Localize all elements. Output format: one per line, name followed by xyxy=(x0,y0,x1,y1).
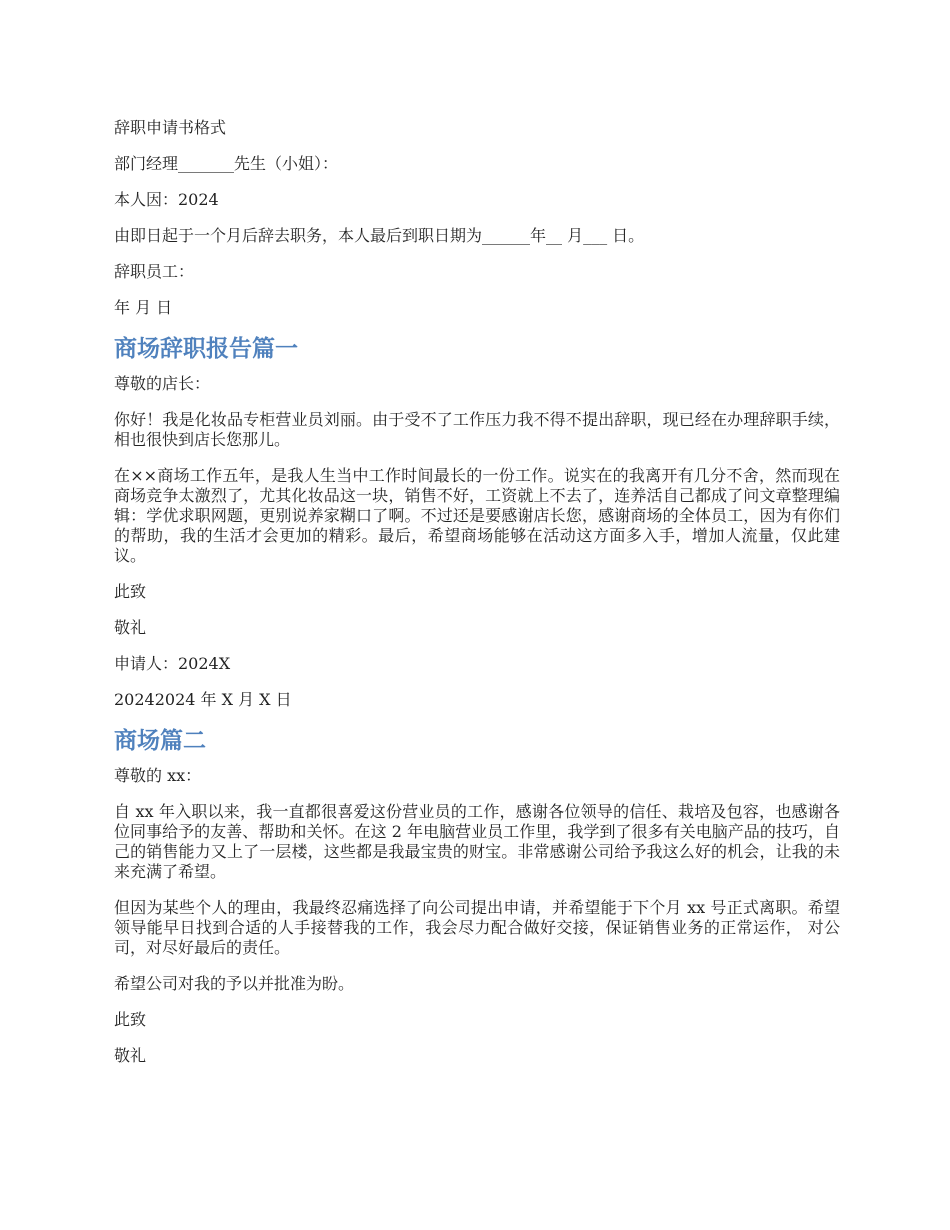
section2-heading: 商场篇二 xyxy=(114,728,206,754)
section2-paragraph-1: 自 xx 年入职以来，我一直都很喜爱这份营业员的工作，感谢各位领导的信任、栽培及包容，也感谢各位同事给予的友善、帮助和关怀。在这 2 年电脑营业员工作里，我学到了很多有关电脑产品的技巧，自己的销售能力又上了一层楼，这些都是我最宝贵的财宝。非常感谢公司给予我这么好的机会，让我的未来充满了希望。 xyxy=(114,802,840,881)
section2-salutation: 尊敬的 xx： xyxy=(114,766,202,785)
section2-closing-2: 敬礼 xyxy=(114,1046,147,1065)
section1-paragraph-1: 你好！我是化妆品专柜营业员刘丽。由于受不了工作压力我不得不提出辞职，现已经在办理辞职手续，相也很快到店长您那儿。 xyxy=(114,410,840,449)
section1-applicant: 申请人：2024X xyxy=(114,654,231,673)
section2-paragraph-2: 但因为某些个人的理由，我最终忍痛选择了向公司提出申请，并希望能于下个月 xx 号正式离职。希望领导能早日找到合适的人手接替我的工作，我会尽力配合做好交接，保证销售业务的正常运作， 对公司，对尽好最后的责任。 xyxy=(114,898,840,957)
section1-closing-2: 敬礼 xyxy=(114,618,147,637)
section1-paragraph-2: 在××商场工作五年，是我人生当中工作时间最长的一份工作。说实在的我离开有几分不舍，然而现在商场竞争太激烈了，尤其化妆品这一块，销售不好，工资就上不去了，连养活自己都成了问文章整理编辑：学优求职网题，更别说养家糊口了啊。不过还是要感谢店长您，感谢商场的全体员工，因为有你们的帮助，我的生活才会更加的精彩。最后，希望商场能够在活动这方面多入手，增加人流量，仅此建议。 xyxy=(114,466,840,565)
document-page xyxy=(114,118,840,1082)
document-title: 辞职申请书格式 xyxy=(114,118,227,137)
intro-date: 年 月 日 xyxy=(114,298,173,317)
section1-closing-1: 此致 xyxy=(114,582,147,601)
intro-employee: 辞职员工： xyxy=(114,262,195,281)
section1-salutation: 尊敬的店长： xyxy=(114,374,211,393)
section1-date: 20242024 年 X 月 X 日 xyxy=(114,690,292,709)
intro-salutation: 部门经理_______先生（小姐）： xyxy=(114,154,339,173)
intro-reason: 本人因：2024 xyxy=(114,190,219,209)
intro-notice: 由即日起于一个月后辞去职务，本人最后到职日期为______年__ 月___ 日。 xyxy=(114,226,645,245)
section2-paragraph-3: 希望公司对我的予以并批准为盼。 xyxy=(114,974,355,993)
section2-closing-1: 此致 xyxy=(114,1010,147,1029)
section1-heading: 商场辞职报告篇一 xyxy=(114,336,298,362)
